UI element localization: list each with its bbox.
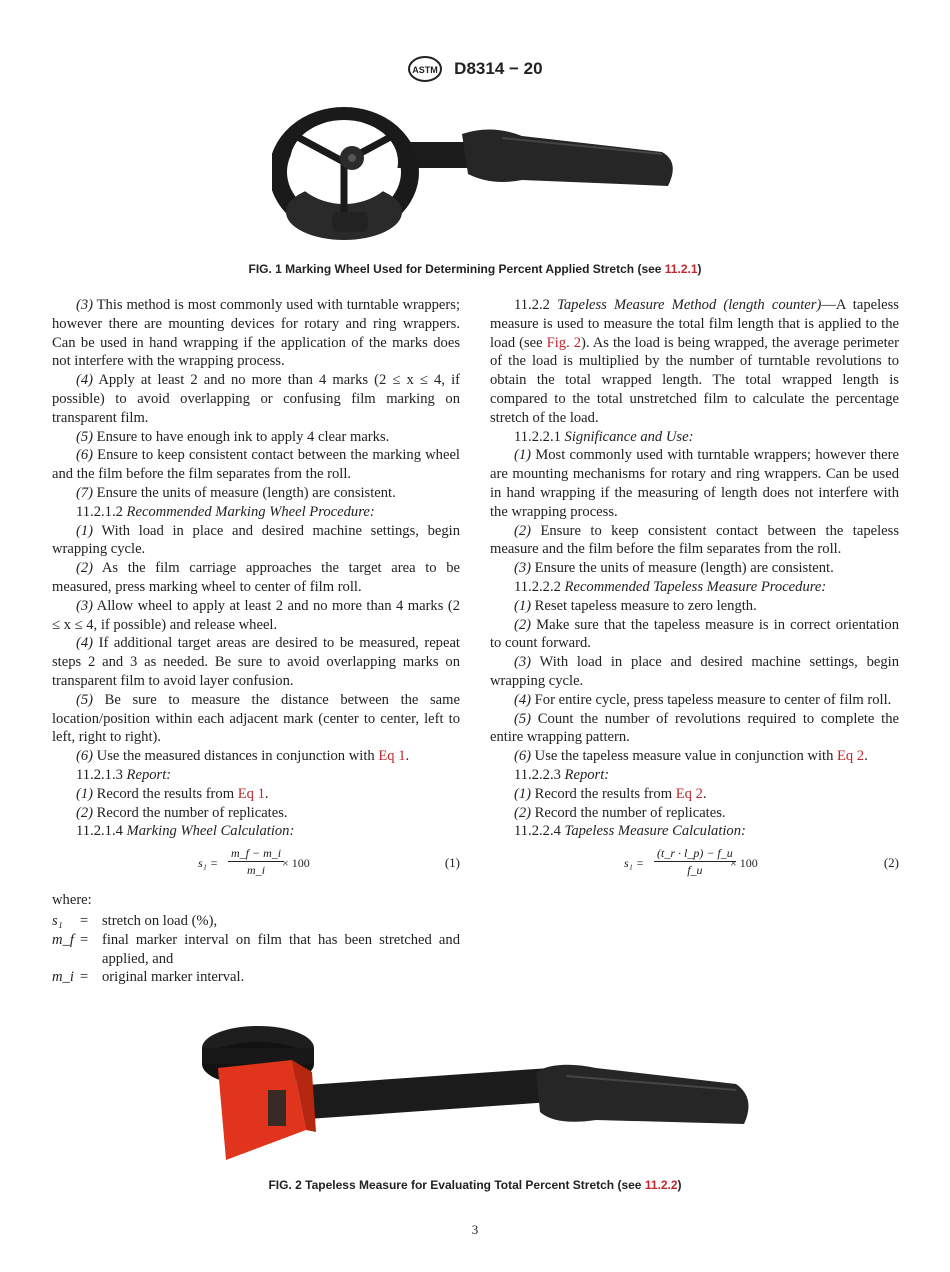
page-header xyxy=(0,56,950,82)
paragraph: (5) Count the number of revolutions required to complete the entire wrapping pattern. xyxy=(490,710,899,746)
paragraph: (3) Allow wheel to apply at least 2 and no more than 4 marks (2 ≤ x ≤ 4, if possible) and release wheel. xyxy=(52,597,460,633)
paragraph: (1) Record the results from Eq 2. xyxy=(514,785,707,802)
section-heading: 11.2.1.2 Recommended Marking Wheel Procedure: xyxy=(76,503,375,520)
paragraph: (2) Record the number of replicates. xyxy=(76,804,288,821)
figure-1-section-link[interactable]: 11.2.1 xyxy=(664,262,698,276)
equation-1: s₁ = $\frac{m\_f - m\_i}{m\_i}$ × 100 (1) xyxy=(198,846,460,878)
paragraph: (2) Ensure to keep consistent contact between the tapeless measure and the film before the film separates from the roll. xyxy=(490,522,899,558)
paragraph: (6) Use the tapeless measure value in conjunction with Eq 2. xyxy=(514,748,868,765)
paragraph: (2) Record the number of replicates. xyxy=(514,804,726,821)
definitions-table xyxy=(52,912,460,987)
right-column xyxy=(490,296,899,891)
figure-2-section-link[interactable]: 11.2.2 xyxy=(644,1178,678,1192)
designation: D8314 − 20 xyxy=(454,59,543,78)
paragraph: (4) Apply at least 2 and no more than 4 marks (2 ≤ x ≤ 4, if possible) to avoid overlapping or confusing film marking on transparent film. xyxy=(52,372,460,426)
paragraph: (5) Be sure to measure the distance between the same location/position within each adjacent mark (center to center, left to left, right to right). xyxy=(52,691,460,746)
paragraph: (1) Most commonly used with turntable wrappers; however there are mounting mechanisms for rotary and ring wrappers. Can be used in hand wrapping if the measuring of length does not interfere with the wrapping process. xyxy=(490,447,899,520)
section-heading: 11.2.2.1 Significance and Use: xyxy=(514,428,694,445)
figure-2-tapeless-measure-image xyxy=(196,1020,756,1170)
paragraph: (6) Use the measured distances in conjunction with Eq 1. xyxy=(76,748,410,765)
paragraph: (3) With load in place and desired machine settings, begin wrapping cycle. xyxy=(490,654,899,689)
paragraph: (4) For entire cycle, press tapeless measure to center of film roll. xyxy=(514,691,892,708)
paragraph: (2) As the film carriage approaches the target area to be measured, press marking wheel to center of film roll. xyxy=(52,560,460,595)
equation-link[interactable]: Eq 1 xyxy=(378,748,406,765)
left-column xyxy=(52,296,460,987)
equation-link[interactable]: Eq 1 xyxy=(237,785,265,802)
paragraph: (1) Reset tapeless measure to zero length. xyxy=(514,597,757,614)
section-heading: 11.2.1.4 Marking Wheel Calculation: xyxy=(76,823,295,840)
astm-logo-icon xyxy=(407,56,443,82)
page-number: 3 xyxy=(471,1222,479,1237)
paragraph: (6) Ensure to keep consistent contact between the marking wheel and the film before the film separates from the roll. xyxy=(52,447,460,483)
equation-2: s₁ = $\frac{(t\_r \cdot l\_p) - f\_u}{f\_u}$ × 100 (2) xyxy=(624,846,899,878)
section-heading: 11.2.2.4 Tapeless Measure Calculation: xyxy=(514,823,746,840)
figure-2-caption: FIG. 2 Tapeless Measure for Evaluating Total Percent Stretch (see 11.2.2) xyxy=(268,1178,682,1192)
where-label: where: xyxy=(52,892,92,909)
definition-row: s₁ = stretch on load (%), xyxy=(52,912,218,929)
svg-text:ASTM: ASTM xyxy=(412,65,439,75)
figure-link[interactable]: Fig. 2 xyxy=(546,334,582,351)
section-heading: 11.2.1.3 Report: xyxy=(76,766,172,783)
definition-row: m_i = original marker interval. xyxy=(52,969,245,986)
paragraph: (1) Record the results from Eq 1. xyxy=(76,785,269,802)
equation-link[interactable]: Eq 2 xyxy=(837,748,865,765)
figure-1-marking-wheel-image xyxy=(272,94,680,254)
paragraph: (4) If additional target areas are desired to be measured, repeat steps 2 and 3 as needed. Be sure to avoid overlapping marks on transparent film to avoid layer confusion. xyxy=(52,635,460,689)
paragraph: (3) Ensure the units of measure (length) are consistent. xyxy=(514,560,834,577)
paragraph: (7) Ensure the units of measure (length) are consistent. xyxy=(76,484,396,501)
paragraph: (5) Ensure to have enough ink to apply 4 clear marks. xyxy=(76,428,390,445)
figure-1-caption: FIG. 1 Marking Wheel Used for Determining Percent Applied Stretch (see 11.2.1) xyxy=(248,262,702,276)
equation-link[interactable]: Eq 2 xyxy=(675,785,703,802)
paragraph: (3) This method is most commonly used with turntable wrappers; however there are mounting devices for rotary and ring wrappers. Can be used in hand wrapping if the application of the marks does not interfere with the wrapping process. xyxy=(52,297,460,370)
section-heading: 11.2.2.3 Report: xyxy=(514,766,610,783)
section-heading: 11.2.2 Tapeless Measure Method (length counter)—A tapeless measure is used to measure the total film length that is applied to the load (see Fig. 2). As the load is being wrapped, the average perimeter of the load is multiplied by the number of turntable revolutions to obtain the total wrapped length. The total wrapped length is compared to the total unstretched film to calculate the percentage stretch of the load. xyxy=(490,297,899,426)
definition-row: m_f = final marker interval on film that has been stretched and applied, and xyxy=(52,931,460,967)
paragraph: (2) Make sure that the tapeless measure is in correct orientation to count forward. xyxy=(490,616,899,652)
section-heading: 11.2.2.2 Recommended Tapeless Measure Procedure: xyxy=(514,578,827,595)
paragraph: (1) With load in place and desired machine settings, begin wrapping cycle. xyxy=(52,522,460,558)
